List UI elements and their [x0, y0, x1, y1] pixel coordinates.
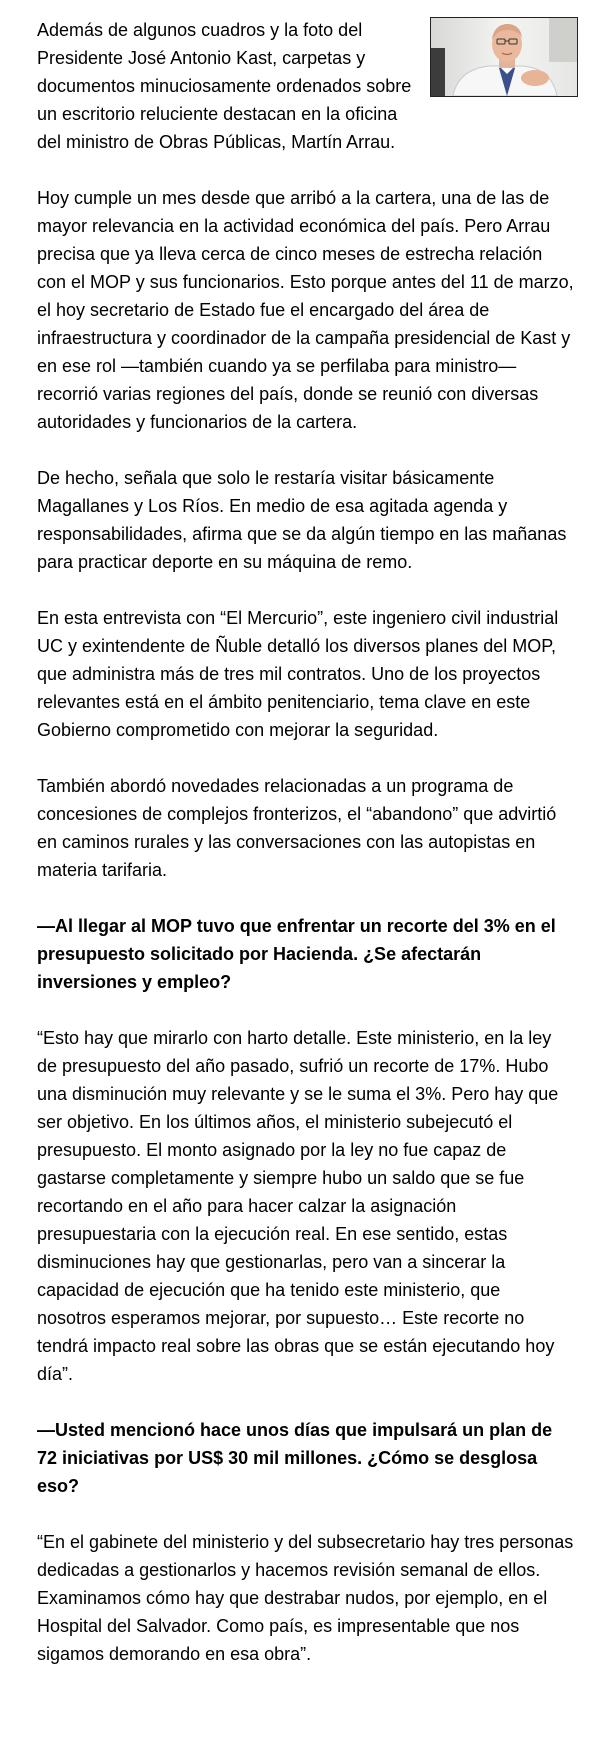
interview-answer: “Esto hay que mirarlo con harto detalle. Este ministerio, en la ley de presupuesto del año pasado, sufrió un recorte de 17%. Hubo una disminución muy relevante y se le suma el 3%. Pero hay que ser objetivo. En los últimos años, el ministerio subejecutó el presupuesto. El monto asignado por la ley no fue capaz de gastarse completamente y siempre hubo un saldo que se fue recortando en el año para hacer calzar la asignación presupuestaria con la ejecución real. En ese sentido, estas disminuciones hay que gestionarlas, pero van a sincerar la capacidad de ejecución que ha tenido este ministerio, que nosotros esperamos mejorar, por supuesto… Este recorte no tendrá impacto real sobre las obras que se están ejecutando hoy día”. [37, 1028, 559, 1384]
interview-question: —Usted mencionó hace unos días que impulsará un plan de 72 iniciativas por US$ 30 mil millones. ¿Cómo se desglosa eso? [37, 1420, 553, 1496]
body-paragraph: Hoy cumple un mes desde que arribó a la cartera, una de las de mayor relevancia en la actividad económica del país. Pero Arrau precisa que ya lleva cerca de cinco meses de estrecha relación con el MOP y sus funcionarios. Esto porque antes del 11 de marzo, el hoy secretario de Estado fue el encargado del área de infraestructura y coordinador de la campaña presidencial de Kast y en ese rol —también cuando ya se perfilaba para ministro— recorrió varias regiones del país, donde se reunió con diversas autoridades y funcionarios de la cartera. [37, 188, 574, 432]
interview-answer: “En el gabinete del ministerio y del subsecretario hay tres personas dedicadas a gestionarlos y hacemos revisión semanal de ellos. Examinamos cómo hay que destrabar nudos, por ejemplo, en el Hospital del Salvador. Como país, es impresentable que nos sigamos demorando en esa obra”. [37, 1532, 574, 1664]
portrait-photo-icon [431, 18, 577, 96]
body-paragraph: En esta entrevista con “El Mercurio”, este ingeniero civil industrial UC y exintendente de Ñuble detalló los diversos planes del MOP, que administra más de tres mil contratos. Uno de los proyectos relevantes está en el ámbito penitenciario, tema clave en este Gobierno comprometido con mejorar la seguridad. [37, 608, 559, 740]
body-paragraph: También abordó novedades relacionadas a un programa de concesiones de complejos fronterizos, el “abandono” que advirtió en caminos rurales y las conversaciones con las autopistas en materia tarifaria. [37, 776, 557, 880]
body-paragraph: De hecho, señala que solo le restaría visitar básicamente Magallanes y Los Ríos. En medio de esa agitada agenda y responsabilidades, afirma que se da algún tiempo en las mañanas para practicar deporte en su máquina de remo. [37, 468, 567, 572]
minister-photo [430, 17, 578, 97]
interview-question: —Al llegar al MOP tuvo que enfrentar un recorte del 3% en el presupuesto solicitado por Hacienda. ¿Se afectarán inversiones y empleo? [37, 916, 556, 992]
intro-paragraph: Además de algunos cuadros y la foto del Presidente José Antonio Kast, carpetas y documentos minuciosamente ordenados sobre un escritorio reluciente destacan en la oficina del ministro de Obras Públicas, Martín Arrau. [37, 20, 412, 152]
